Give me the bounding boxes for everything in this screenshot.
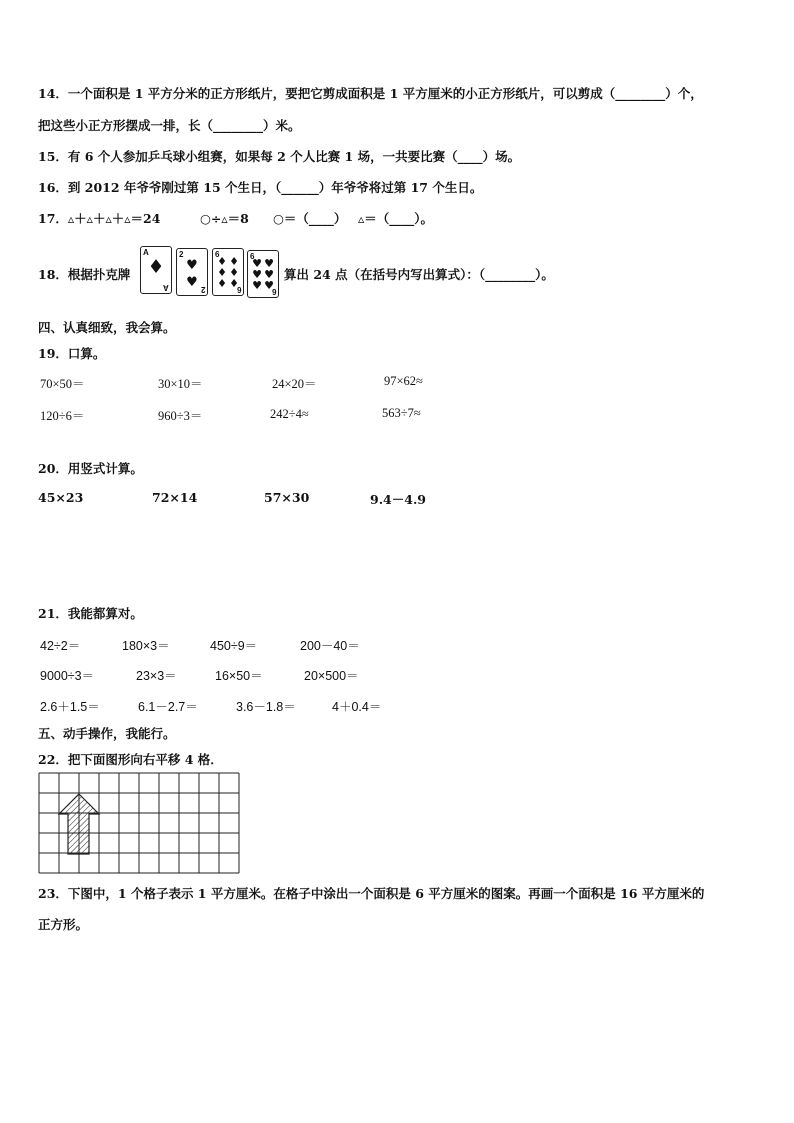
q20-item-1: 45×23 (38, 490, 84, 505)
q19-r2-c1: 120÷6＝ (40, 409, 85, 423)
card-rank: 6 (250, 252, 255, 261)
arrow-shape-right (59, 794, 99, 854)
card-rank: 6 (271, 287, 276, 296)
translation-grid (38, 772, 242, 876)
q21-r2-c4: 20×500＝ (304, 669, 359, 683)
card-rank: A (163, 283, 169, 292)
card-rank: 6 (236, 285, 241, 294)
q23-line1: 23．下图中，1 个格子表示 1 平方厘米。在格子中涂出一个面积是 6 平方厘米的图案。再画一个面积是 16 平方厘米的 (38, 886, 705, 901)
heart-icon: ♥ (252, 257, 262, 270)
diamond-icon: ♦ (229, 255, 239, 268)
card-six-hearts (247, 250, 279, 298)
heart-icon: ♥ (252, 279, 262, 292)
diamond-icon: ♦ (217, 277, 227, 290)
q17-part4: ▵＝（____）。 (358, 211, 434, 226)
q21-r1-c2: 180×3＝ (122, 639, 170, 653)
q16-text: 16．到 2012 年爷爷刚过第 15 个生日，（______）年爷爷将过第 17 个生日。 (38, 180, 483, 195)
q21-r2-c2: 23×3＝ (136, 669, 177, 683)
heart-icon: ♥ (264, 257, 274, 270)
heart-icon: ♥ (252, 268, 262, 281)
q21-r2-c3: 16×50＝ (215, 669, 263, 683)
q20-item-3: 57×30 (264, 490, 310, 505)
q21-title: 21．我能都算对。 (38, 606, 143, 621)
card-rank: A (143, 248, 149, 257)
q21-r2-c1: 9000÷3＝ (40, 669, 95, 683)
q21-r1-c4: 200－40＝ (300, 639, 360, 653)
card-six-diamonds (212, 248, 244, 296)
q18-suffix: 算出 24 点（在括号内写出算式）：（________）。 (284, 267, 554, 282)
q21-r1-c1: 42÷2＝ (40, 639, 81, 653)
q20-title: 20．用竖式计算。 (38, 461, 143, 476)
section4-heading: 四、认真细致，我会算。 (38, 320, 176, 335)
q19-r1-c2: 30×10＝ (158, 377, 203, 391)
q19-r1-c1: 70×50＝ (40, 377, 85, 391)
heart-icon: ♥ (264, 279, 274, 292)
q21-r3-c1: 2.6＋1.5＝ (40, 700, 100, 714)
q19-r1-c4: 97×62≈ (384, 374, 423, 388)
heart-icon: ♥ (186, 258, 198, 273)
q15-text: 15．有 6 个人参加乒乓球小组赛，如果每 2 个人比赛 1 场，一共要比赛（____）场。 (38, 149, 521, 164)
q20-item-4: 9.4－4.9 (370, 492, 426, 507)
section5-heading: 五、动手操作，我能行。 (38, 726, 176, 741)
q21-r1-c3: 450÷9＝ (210, 639, 258, 653)
diamond-icon: ♦ (217, 266, 227, 279)
heart-icon: ♥ (264, 268, 274, 281)
card-rank: 2 (200, 285, 205, 294)
card-ace-diamonds (140, 246, 172, 294)
q23-line2: 正方形。 (38, 917, 89, 932)
q19-r2-c2: 960÷3＝ (158, 409, 203, 423)
q17-part2: ○÷▵＝8 (200, 211, 249, 226)
q14-line1: 14．一个面积是 1 平方分米的正方形纸片，要把它剪成面积是 1 平方厘米的小正方形纸片，可以剪成（________）个， (38, 86, 703, 101)
q19-r1-c3: 24×20＝ (272, 377, 317, 391)
q22-title: 22．把下面图形向右平移 4 格． (38, 752, 223, 767)
q17-part3: ○＝（____） (273, 211, 347, 226)
card-rank: 2 (179, 250, 184, 259)
diamond-icon: ♦ (217, 255, 227, 268)
q14-line2: 把这些小正方形摆成一排，长（________）米。 (38, 118, 301, 133)
diamond-icon: ♦ (229, 266, 239, 279)
q19-r2-c4: 563÷7≈ (382, 406, 421, 420)
q19-r2-c3: 242÷4≈ (270, 407, 309, 421)
q19-title: 19．口算。 (38, 346, 106, 361)
q21-r3-c4: 4＋0.4＝ (332, 700, 382, 714)
q18-prefix: 18．根据扑克牌 (38, 267, 131, 282)
diamond-icon: ♦ (147, 256, 165, 278)
diamond-icon: ♦ (229, 277, 239, 290)
q21-r3-c2: 6.1－2.7＝ (138, 700, 198, 714)
card-rank: 6 (215, 250, 220, 259)
q17-part1: 17．▵＋▵＋▵＋▵＝24 (38, 211, 161, 226)
q20-item-2: 72×14 (152, 490, 198, 505)
q21-r3-c3: 3.6－1.8＝ (236, 700, 296, 714)
card-two-hearts (176, 248, 208, 296)
heart-icon: ♥ (186, 275, 198, 290)
